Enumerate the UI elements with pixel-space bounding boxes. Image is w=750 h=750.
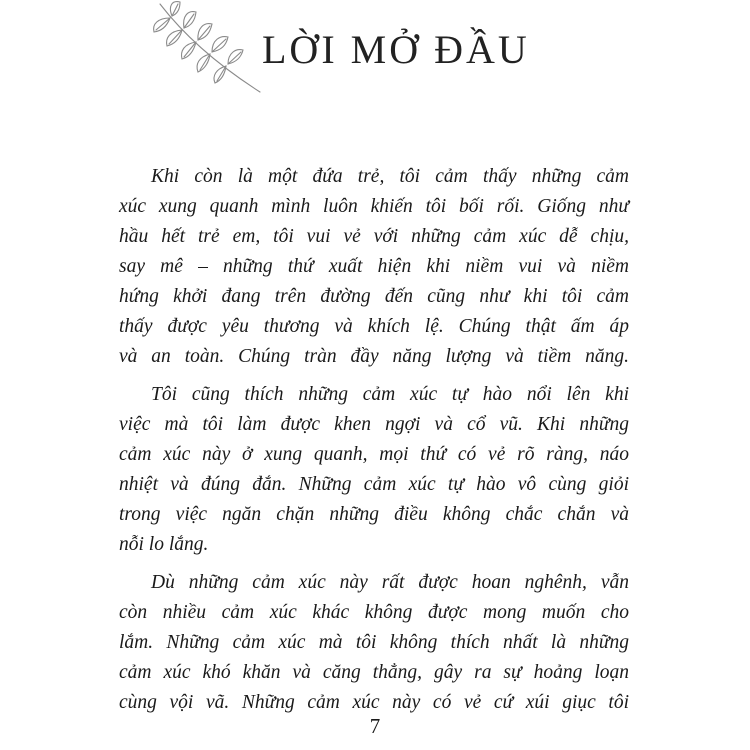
text-line: Dù những cảm xúc này rất được hoan nghênh, vẫn bbox=[151, 572, 629, 593]
body-text bbox=[119, 162, 629, 718]
text-line: cùng vội vã. Những cảm xúc này có vẻ cứ xúi giục tôi bbox=[119, 692, 629, 713]
text-line: cảm xúc khó khăn và căng thẳng, gây ra sự hoảng loạn bbox=[119, 662, 629, 683]
text-line: và an toàn. Chúng tràn đầy năng lượng và tiềm năng. bbox=[119, 346, 629, 367]
text-line: nỗi lo lắng. bbox=[119, 534, 209, 555]
text-line: hầu hết trẻ em, tôi vui vẻ với những cảm xúc dễ chịu, bbox=[119, 226, 629, 247]
text-line: việc mà tôi làm được khen ngợi và cổ vũ. Khi những bbox=[119, 414, 629, 435]
paragraph-1 bbox=[119, 162, 629, 372]
leaf-branch-icon bbox=[150, 0, 268, 98]
text-line: Tôi cũng thích những cảm xúc tự hào nổi lên khi bbox=[151, 384, 629, 405]
chapter-title: LỜI MỞ ĐẦU bbox=[262, 27, 530, 72]
text-line: say mê – những thứ xuất hiện khi niềm vui và niềm bbox=[119, 256, 629, 277]
text-line: thấy được yêu thương và khích lệ. Chúng thật ấm áp bbox=[119, 316, 629, 337]
paragraph-3 bbox=[119, 568, 629, 718]
text-line: còn nhiều cảm xúc khác không được mong muốn cho bbox=[119, 602, 629, 623]
text-line: xúc xung quanh mình luôn khiến tôi bối rối. Giống như bbox=[119, 196, 629, 217]
paragraph-2 bbox=[119, 380, 629, 560]
text-line: nhiệt và đúng đắn. Những cảm xúc tự hào vô cùng giỏi bbox=[119, 474, 629, 495]
text-line: trong việc ngăn chặn những điều không chắc chắn và bbox=[119, 504, 629, 525]
text-line: Khi còn là một đứa trẻ, tôi cảm thấy những cảm bbox=[151, 166, 629, 187]
page-number: 7 bbox=[369, 714, 381, 738]
text-line: cảm xúc này ở xung quanh, mọi thứ có vẻ rõ ràng, náo bbox=[119, 444, 629, 465]
text-line: hứng khởi đang trên đường đến cũng như khi tôi cảm bbox=[119, 286, 629, 307]
text-line: lắm. Những cảm xúc mà tôi không thích nhất là những bbox=[119, 632, 629, 653]
